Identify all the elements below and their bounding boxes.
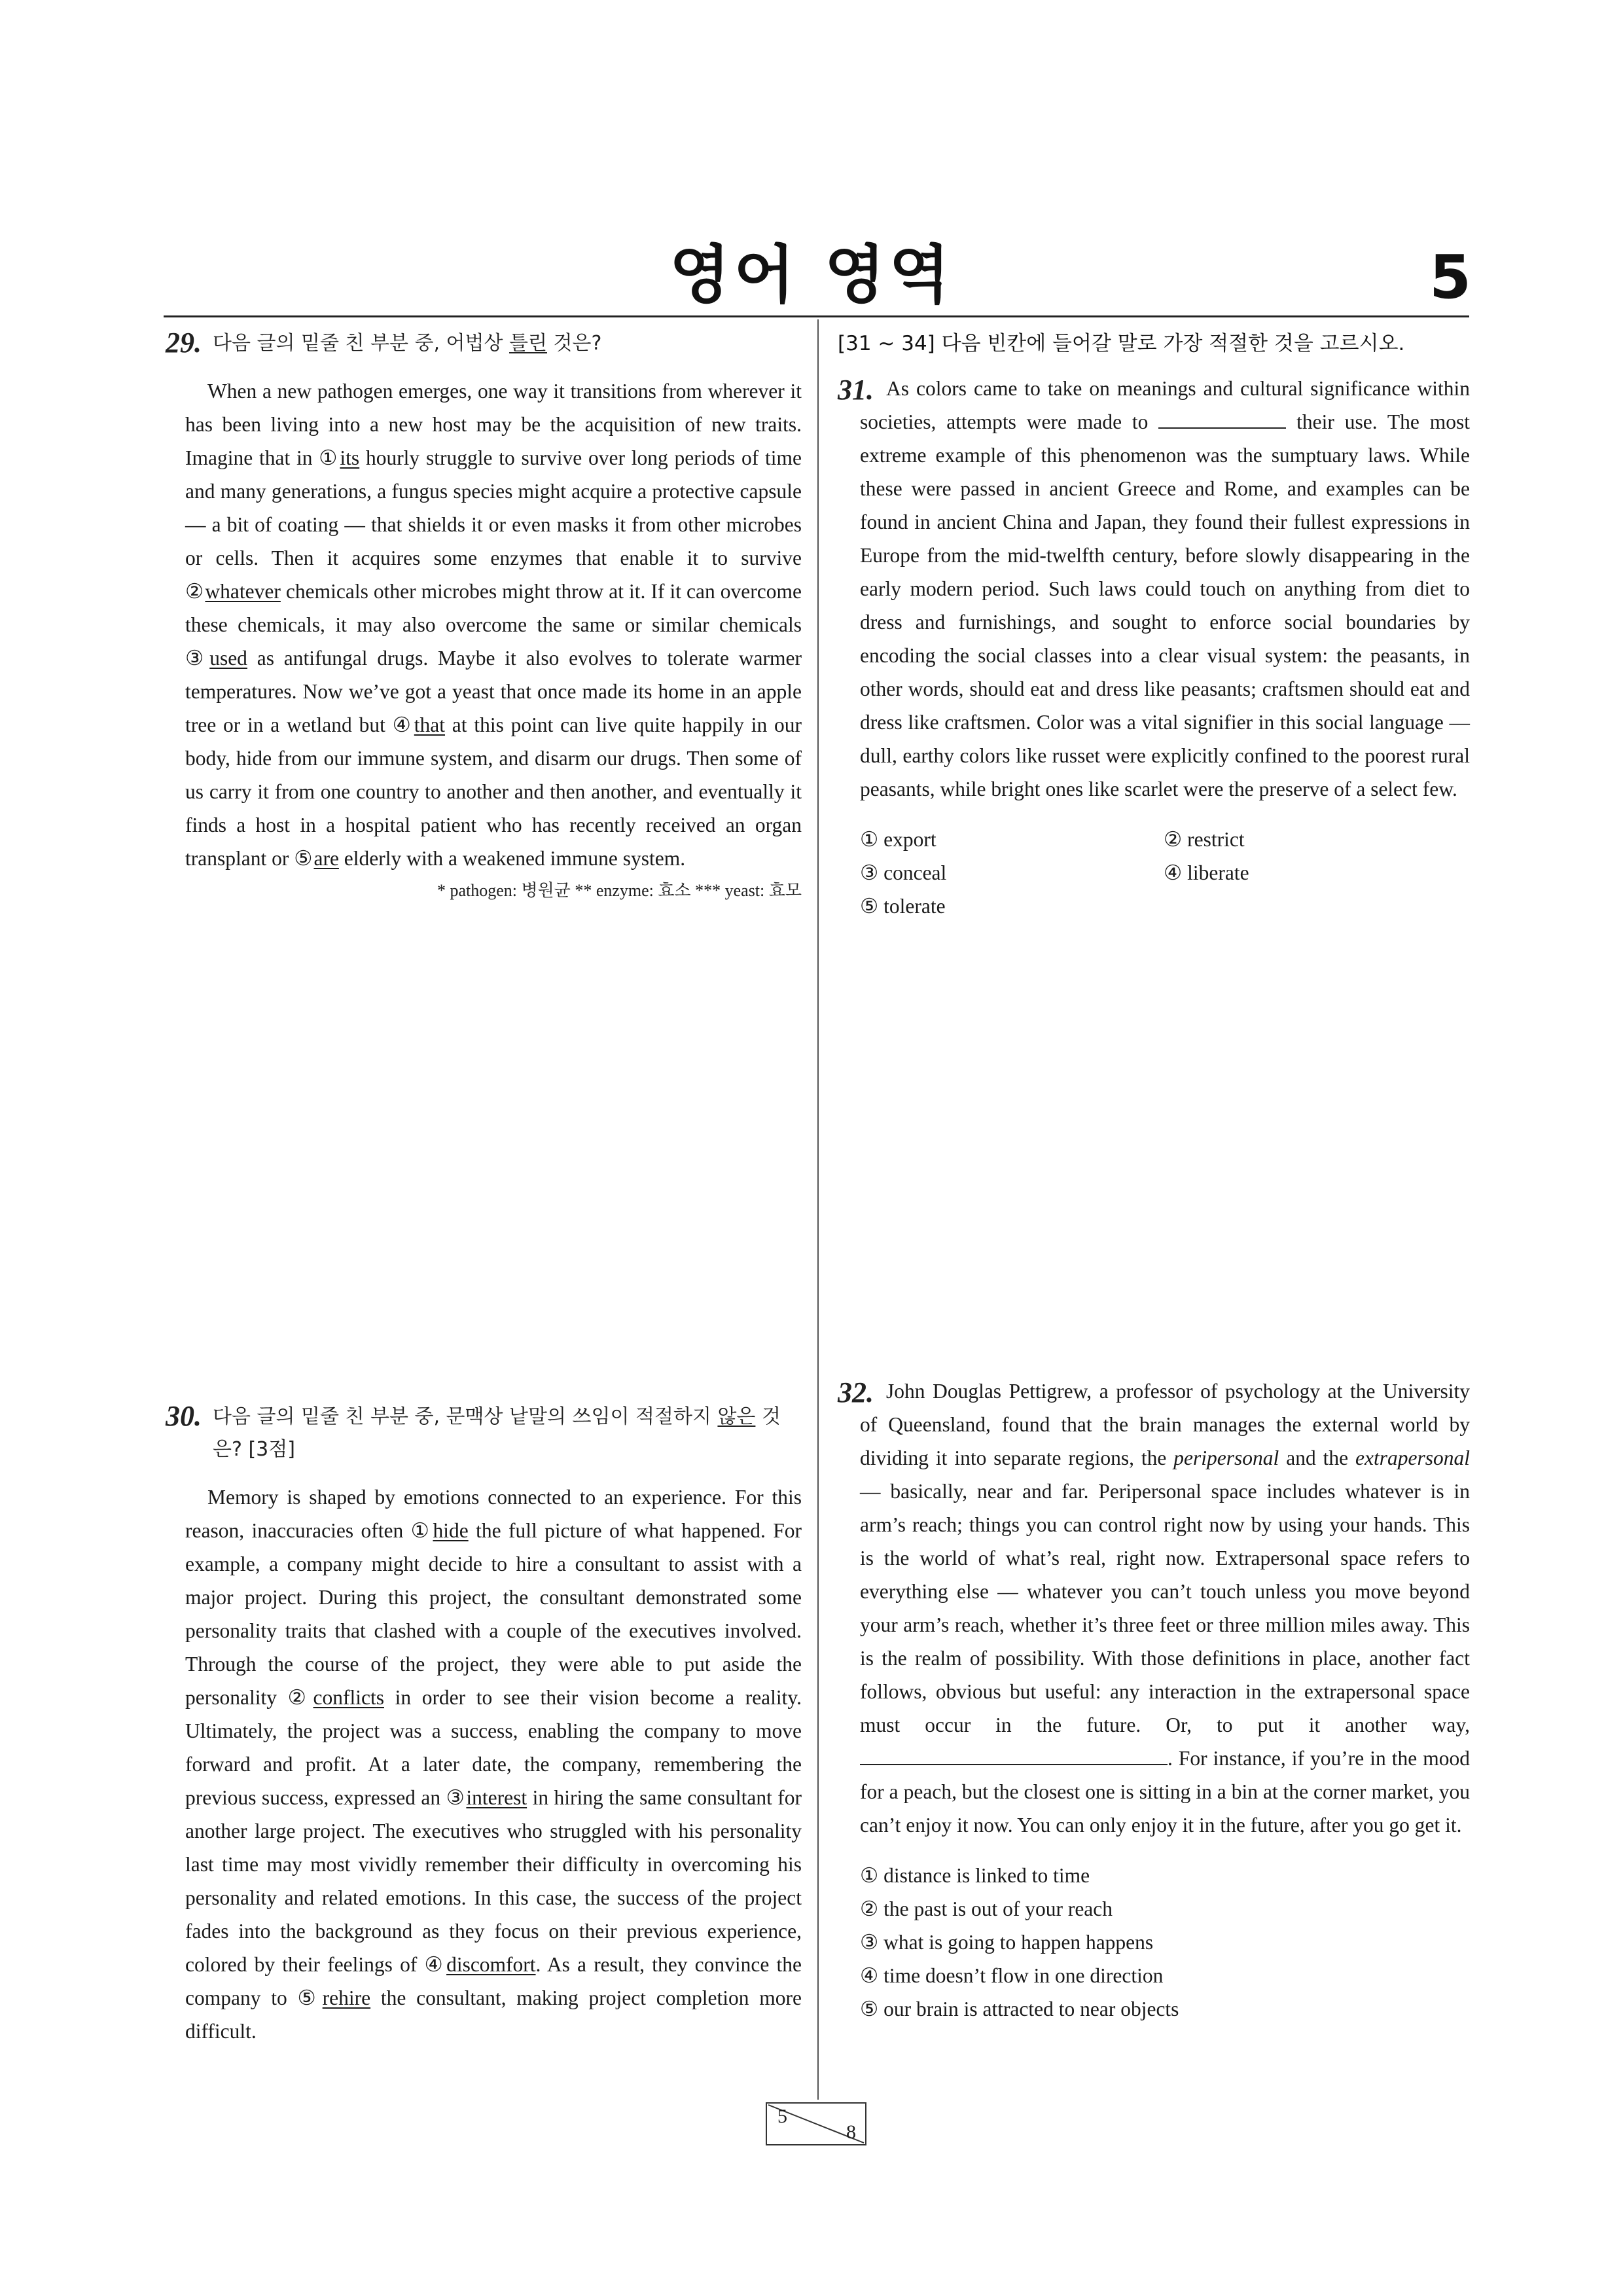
- q32-body: [838, 1374, 1470, 2026]
- q29-instruction: [166, 327, 802, 360]
- q29-text-1: When a new pathogen emerges, one way it transitions from wherever it has been living into a new host may be the acquisition of new traits. Imagine that in: [185, 380, 802, 469]
- q30-instruction-text: 다음 글의 밑줄 친 부분 중, 문맥상 낱말의 쓰임이 적절하지: [213, 1405, 718, 1428]
- q31-choice-1[interactable]: ① export: [860, 828, 936, 851]
- q30-instruction: [166, 1401, 802, 1466]
- q31-blank: [1158, 408, 1286, 429]
- q30-number: 30.: [166, 1400, 202, 1432]
- q30-marker-1: ①: [410, 1519, 432, 1542]
- q32-choice-4[interactable]: ④ time doesn’t flow in one direction: [860, 1964, 1164, 1987]
- q30-instruction-emphasis: 않은: [717, 1405, 756, 1428]
- q31-choice-3[interactable]: ③ conceal: [860, 861, 947, 884]
- q29-underline-3: used: [209, 647, 247, 670]
- q32-text-1: John Douglas Pettigrew, a professor of psychology at the University of Queensland, found that the brain manages the external world by dividing it into separate regions, the: [860, 1380, 1470, 1469]
- header-page-number: 5: [1429, 242, 1471, 312]
- q30-instruction-end: 것은? [3점]: [213, 1405, 781, 1461]
- q30-text-2: the full picture of what happened. For example, a company might decide to hire a consultant to assist with a major project. During this project, the consultant demonstrated some personality traits that clashed with a couple of the executives involved. Through the course of the project, they were able to put aside the personality: [185, 1519, 802, 1709]
- q30-underline-4: discomfort: [446, 1953, 536, 1976]
- q29-footnote: * pathogen: 병원균 ** enzyme: 효소 *** yeast: 효모: [437, 881, 802, 900]
- question-29: [166, 327, 802, 904]
- total-pages: 8: [846, 2121, 856, 2143]
- q29-text-5: at this point can live quite happily in our body, hide from our immune system, and disarm our drugs. Then some of us carry it from one country to another and then another, and eventually it finds a host in a hospital patient who has recently received an organ transplant or: [185, 713, 802, 870]
- q29-underline-2: whatever: [205, 580, 281, 603]
- q29-underline-4: that: [414, 713, 446, 736]
- q30-text-4: in hiring the same consultant for another large project. The executives who struggled with his personality last time may most vividly remember their difficulty in overcoming his personality and related emotions. In this case, the success of the project fades into the background as they focus on their previous experience, colored by their feelings of: [185, 1786, 802, 1976]
- q30-text-1: Memory is shaped by emotions connected to an experience. For this reason, inaccuracies often: [185, 1486, 802, 1542]
- q31-text-2: their use. The most extreme example of this phenomenon was the sumptuary laws. While these were passed in ancient Greece and Rome, and examples can be found in ancient China and Japan, they found their fullest expressions in Europe from the mid-twelfth century, before slowly disappearing in the early modern period. Such laws could touch on anything from diet to dress and furnishings, and sought to enforce social boundaries by encoding the social classes into a clear visual system: the peasants, in other words, should eat and dress like peasants; craftsmen should eat and dress like craftsmen. Color was a vital signifier in this social language — dull, earthy colors like russet were explicitly confined to the poorest rural peasants, while bright ones like scarlet were the preserve of a select few.: [860, 410, 1470, 800]
- q29-instruction-emphasis: 틀린: [509, 332, 547, 355]
- section-title: 영어 영역: [669, 238, 954, 312]
- q30-text-5: . As a result, they convince the company to: [185, 1953, 802, 2009]
- q29-instruction-end: 것은?: [547, 332, 602, 355]
- q30-marker-4: ④: [424, 1953, 446, 1976]
- q29-marker-3: ③: [185, 647, 209, 670]
- q29-marker-5: ⑤: [294, 847, 313, 870]
- column-divider: [817, 319, 819, 2100]
- q32-number: 32.: [838, 1376, 874, 1408]
- q32-text-3: — basically, near and far. Peripersonal space includes whatever is in arm’s reach; things you can control right now by using your hands. This is the world of what’s real, right now. Extrapersonal space refers to everything else — whatever you can’t touch unless you move beyond your arm’s reach, whether it’s three feet or three million miles away. This is the realm of possibility. With those definitions in place, another fact follows, obvious but useful: any interaction in the extrapersonal space must occur in the future. Or, to put it another way,: [860, 1480, 1470, 1736]
- q32-italic-1: peripersonal: [1173, 1446, 1279, 1469]
- q29-marker-4: ④: [392, 713, 413, 736]
- q29-passage: [166, 374, 802, 875]
- q30-marker-2: ②: [287, 1686, 312, 1709]
- q31-choice-5[interactable]: ⑤ tolerate: [860, 895, 946, 918]
- current-page: 5: [777, 2106, 787, 2127]
- q32-choice-3[interactable]: ③ what is going to happen happens: [860, 1931, 1154, 1954]
- q30-underline-5: rehire: [322, 1986, 371, 2009]
- question-31: [838, 372, 1470, 923]
- q30-text-6: the consultant, making project completion more difficult.: [185, 1986, 802, 2043]
- q29-text-6: elderly with a weakened immune system.: [338, 847, 686, 870]
- q30-underline-2: conflicts: [313, 1686, 384, 1709]
- q30-text-3: in order to see their vision become a reality. Ultimately, the project was a success, enabling the company to move forward and profit. At a later date, the company, remembering the previous success, expressed an: [185, 1686, 802, 1809]
- q29-marker-1: ①: [319, 446, 339, 469]
- q32-italic-2: extrapersonal: [1355, 1446, 1471, 1469]
- q32-choices: [838, 1859, 1470, 2026]
- q30-underline-1: hide: [433, 1519, 469, 1542]
- q32-choice-1[interactable]: ① distance is linked to time: [860, 1864, 1090, 1887]
- q32-choice-2[interactable]: ② the past is out of your reach: [860, 1897, 1113, 1920]
- q30-marker-5: ⑤: [297, 1986, 321, 2009]
- q29-marker-2: ②: [185, 580, 204, 603]
- q32-passage: [838, 1374, 1470, 1842]
- question-30: [166, 1401, 802, 2048]
- q29-instruction-text: 다음 글의 밑줄 친 부분 중, 어법상: [213, 332, 510, 355]
- header-rule: [164, 315, 1469, 317]
- q32-text-4: . For instance, if you’re in the mood for a peach, but the closest one is sitting in a bin at the corner market, you can’t enjoy it now. You can only enjoy it in the future, after you go get it.: [860, 1747, 1470, 1837]
- q30-underline-3: interest: [466, 1786, 527, 1809]
- q29-underline-1: its: [340, 446, 360, 469]
- q31-choice-4[interactable]: ④ liberate: [1164, 861, 1249, 884]
- q29-text-3: chemicals other microbes might throw at it. If it can overcome these chemicals, it may also overcome the same or similar chemicals: [185, 580, 802, 636]
- q32-text-2: and the: [1279, 1446, 1356, 1469]
- q29-text-4: as antifungal drugs. Maybe it also evolves to tolerate warmer temperatures. Now we’ve got a yeast that once made its home in an apple tree or in a wetland but: [185, 647, 802, 736]
- q31-number: 31.: [838, 374, 874, 406]
- q29-underline-5: are: [313, 847, 339, 870]
- q31-choice-2[interactable]: ② restrict: [1164, 828, 1245, 851]
- q29-number: 29.: [166, 327, 202, 359]
- q32-choice-5[interactable]: ⑤ our brain is attracted to near objects: [860, 1998, 1179, 2020]
- q31-text-1: As colors came to take on meanings and cultural significance within societies, attempts were made to: [860, 377, 1470, 433]
- set-instruction: [31 ~ 34] 다음 빈칸에 들어갈 말로 가장 적절한 것을 고르시오.: [838, 332, 1405, 355]
- q31-choices: [838, 823, 1470, 923]
- q30-passage: [166, 1480, 802, 2048]
- page-indicator: [766, 2102, 866, 2145]
- question-32: [838, 1374, 1470, 2026]
- q29-text-2: hourly struggle to survive over long periods of time and many generations, a fungus species might acquire a protective capsule — a bit of coating — that shields it or even masks it from other microbes or cells. Then it acquires some enzymes that enable it to survive: [185, 446, 802, 569]
- question-set-31-34: [838, 327, 1470, 923]
- q31-passage: [838, 372, 1470, 806]
- q30-marker-3: ③: [446, 1786, 465, 1809]
- q32-blank: [860, 1744, 1168, 1765]
